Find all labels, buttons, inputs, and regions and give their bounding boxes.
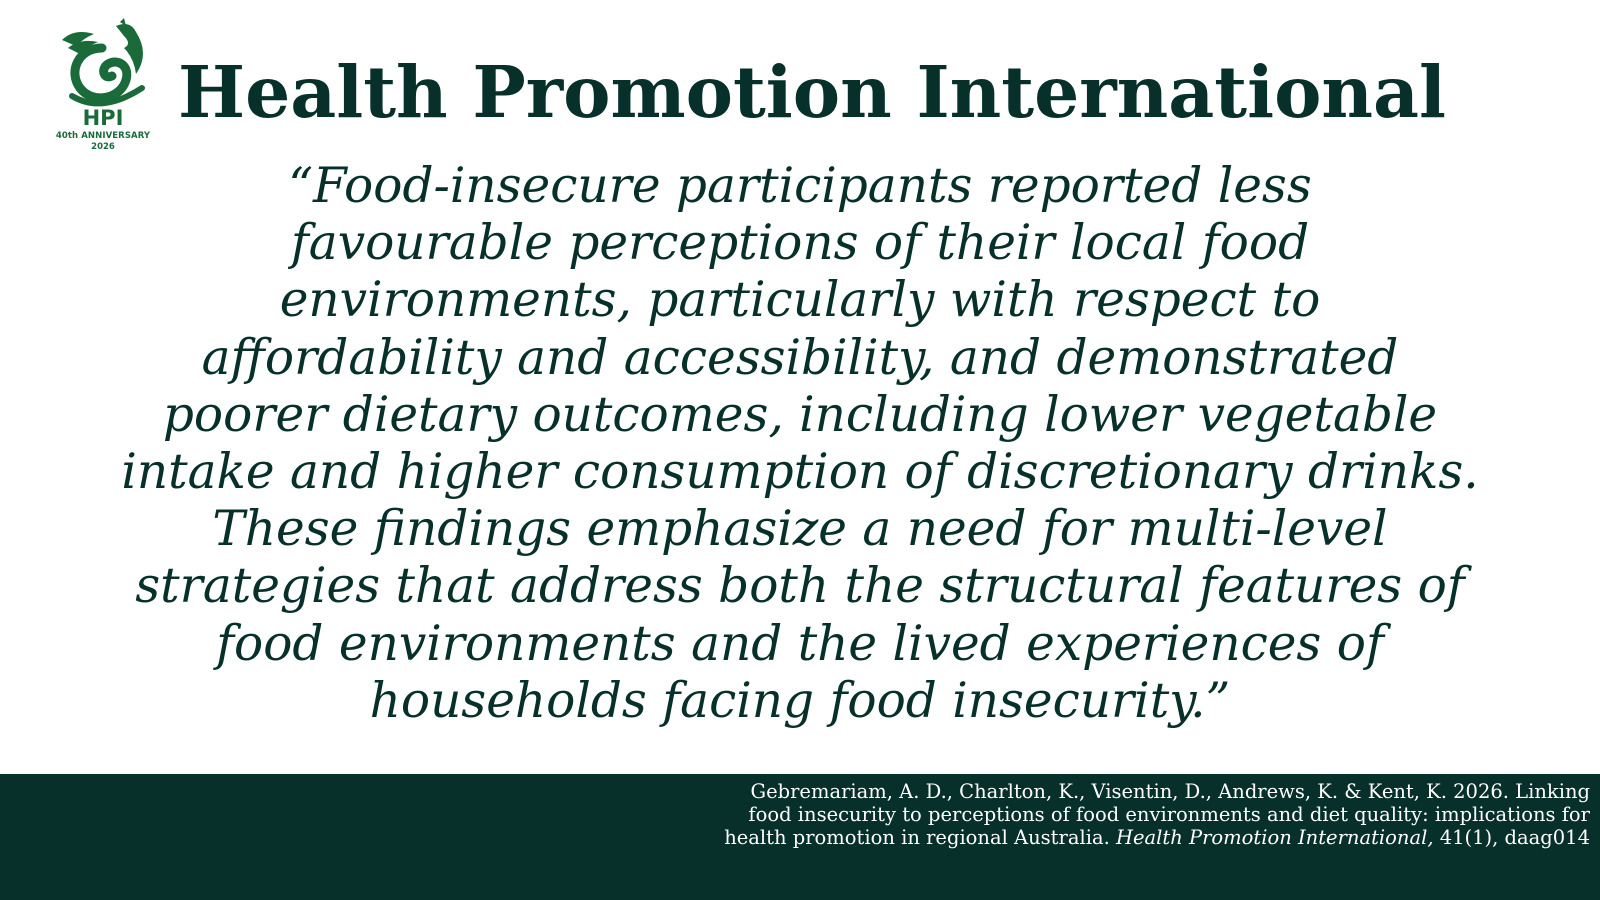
quote-line: favourable perceptions of their local food: [290, 215, 1310, 272]
citation-line-1: Gebremariam, A. D., Charlton, K., Visentin, D., Andrews, K. & Kent, K. 2026. Linking: [750, 780, 1590, 803]
quote-line: environments, particularly with respect to: [279, 272, 1321, 329]
quote-line: poorer dietary outcomes, including lower vegetable: [162, 386, 1438, 443]
quote-line: These findings emphasize a need for multi-level: [212, 501, 1388, 558]
citation-line-3: [390, 826, 1590, 849]
logo-abbreviation: HPI: [82, 106, 124, 130]
footer-bar: [0, 774, 1600, 900]
hpi-logo: [48, 18, 158, 163]
citation-text: health promotion in regional Australia.: [724, 826, 1116, 849]
quote-line: affordability and accessibility, and demonstrated: [201, 329, 1399, 386]
citation-line-2: food insecurity to perceptions of food environments and diet quality: implications for: [748, 803, 1590, 826]
quote-line: households facing food insecurity.”: [369, 672, 1231, 729]
quote-line: “Food-insecure participants reported less: [288, 158, 1312, 214]
page-title: Health Promotion International: [178, 50, 1447, 134]
quote-line: strategies that address both the structural features of: [135, 558, 1465, 615]
quote-line: food environments and the lived experiences of: [216, 615, 1384, 672]
citation-volume: 41(1), daag014: [1433, 826, 1590, 849]
logo-year: 2026: [91, 142, 115, 152]
quote-line: intake and higher consumption of discretionary drinks.: [121, 444, 1479, 501]
quote-block: [30, 158, 1570, 730]
logo-anniversary-label: 40th ANNIVERSARY: [55, 131, 151, 141]
citation-journal: Health Promotion International,: [1115, 826, 1434, 849]
citation: [390, 780, 1590, 849]
hpi-swirl-leaf-icon: [54, 18, 150, 118]
